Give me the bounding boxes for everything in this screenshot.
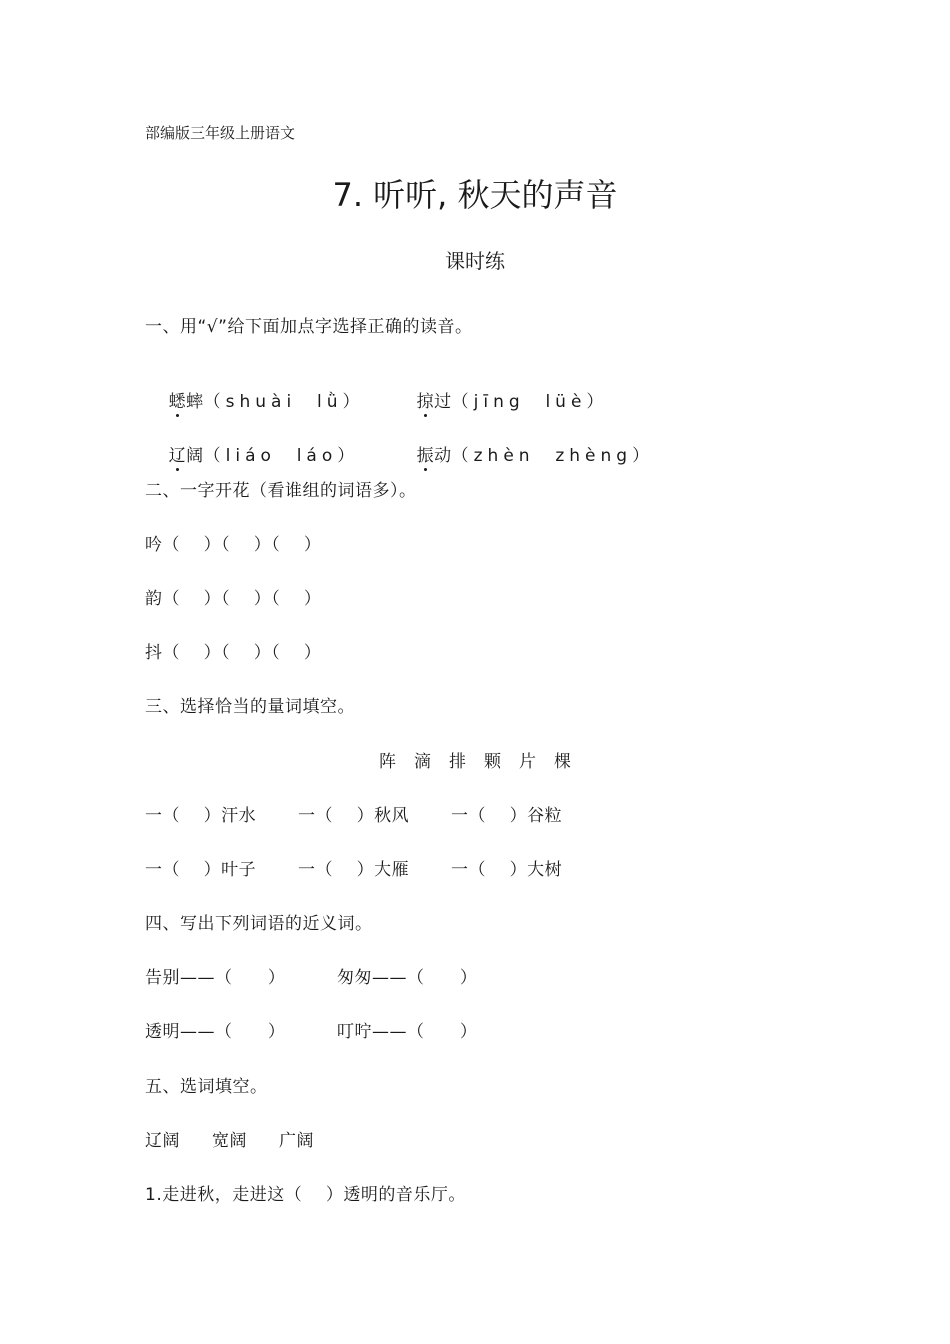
pronunciation-item: 辽阔（liáo láo） [169, 441, 417, 466]
pinyin-options: （liáo láo） [203, 446, 360, 466]
dotted-char: 蟋 [169, 387, 187, 412]
section4-heading: 四、写出下列词语的近义词。 [145, 914, 373, 934]
fill-question-1: 1.走进秋，走进这（ ）透明的音乐厅。 [145, 1185, 466, 1205]
option-word: 辽阔 [145, 1131, 180, 1151]
pronunciation-item: 掠过（jīng lüè） [417, 387, 609, 412]
option-word: 阵 [379, 752, 396, 772]
measure-word-options [0, 747, 950, 772]
word-bloom-item: 吟（ ）（ ）（ ） [145, 535, 322, 555]
pinyin-options: （zhèn zhèng） [451, 446, 655, 466]
word-choice-options [145, 1126, 314, 1151]
option-word: 片 [519, 752, 536, 772]
synonym-item: 告别——（ ） [145, 968, 286, 988]
pronunciation-item: 振动（zhèn zhèng） [417, 441, 654, 466]
pronunciation-item: 蟋蟀（shuài lǜ） [169, 387, 417, 412]
option-word: 棵 [554, 752, 571, 772]
word-bloom-item: 韵（ ）（ ）（ ） [145, 589, 322, 609]
section5-heading: 五、选词填空。 [145, 1077, 268, 1097]
header-text: 部编版三年级上册语文 [145, 124, 296, 142]
option-word: 广阔 [279, 1131, 314, 1151]
dotted-char: 振 [417, 441, 435, 466]
fill-blank-item: 一（ ）秋风 [298, 806, 410, 826]
fill-blank-item: 一（ ）大雁 [298, 860, 410, 880]
option-word: 滴 [414, 752, 431, 772]
synonym-item: 匆匆——（ ） [337, 968, 478, 988]
measure-row [145, 801, 562, 826]
synonym-item: 透明——（ ） [145, 1022, 286, 1042]
synonym-item: 叮咛——（ ） [337, 1022, 478, 1042]
fill-blank-item: 一（ ）大树 [451, 860, 563, 880]
pinyin-options: （jīng lüè） [451, 392, 609, 412]
fill-blank-item: 一（ ）谷粒 [451, 806, 563, 826]
word-bloom-item: 抖（ ）（ ）（ ） [145, 643, 322, 663]
option-word: 排 [449, 752, 466, 772]
section1-heading: 一、用“√”给下面加点字选择正确的读音。 [145, 317, 473, 337]
fill-blank-item: 一（ ）汗水 [145, 806, 257, 826]
dotted-char: 掠 [417, 387, 435, 412]
synonym-row [145, 963, 477, 988]
section3-heading: 三、选择恰当的量词填空。 [145, 697, 355, 717]
section2-heading: 二、一字开花（看谁组的词语多）。 [145, 481, 417, 501]
lesson-subtitle: 课时练 [445, 249, 505, 273]
option-word: 宽阔 [212, 1131, 247, 1151]
fill-blank-item: 一（ ）叶子 [145, 860, 257, 880]
lesson-title: 7. 听听, 秋天的声音 [332, 176, 618, 214]
option-word: 颗 [484, 752, 501, 772]
pinyin-options: （shuài lǜ） [203, 392, 365, 412]
dotted-char: 辽 [169, 441, 187, 466]
synonym-row [145, 1017, 477, 1042]
measure-row [145, 855, 562, 880]
